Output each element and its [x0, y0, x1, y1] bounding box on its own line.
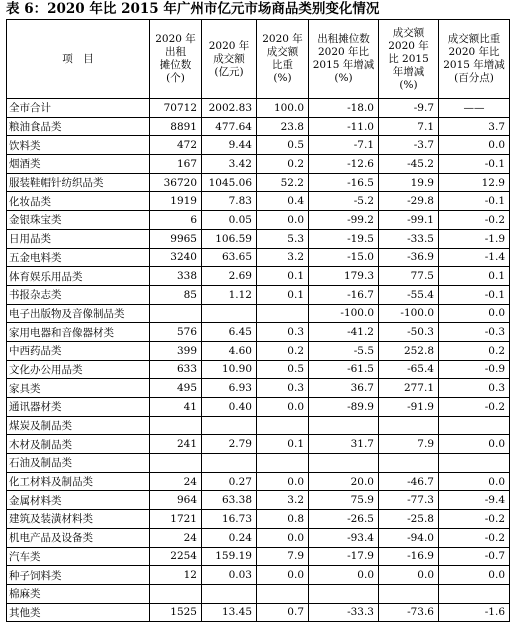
value-cell: -50.3 — [379, 323, 439, 342]
value-cell: -36.9 — [379, 248, 439, 267]
value-cell: -11.0 — [309, 117, 379, 136]
value-cell: 477.64 — [202, 117, 257, 136]
value-cell: -0.1 — [439, 285, 510, 304]
value-cell: -0.2 — [439, 510, 510, 529]
value-cell: 0.0 — [439, 136, 510, 155]
value-cell: 0.0 — [257, 211, 309, 230]
column-header-line: 2020 年 — [208, 39, 250, 52]
table-row — [7, 248, 510, 267]
value-cell: 633 — [150, 360, 202, 379]
table-row — [7, 454, 510, 473]
value-cell: 24 — [150, 472, 202, 491]
table-row — [7, 341, 510, 360]
value-cell: 0.0 — [257, 566, 309, 585]
column-header — [150, 20, 202, 99]
value-cell: -100.0 — [309, 304, 379, 323]
value-cell: 36720 — [150, 173, 202, 192]
value-cell: —— — [439, 99, 510, 118]
table-row — [7, 304, 510, 323]
value-cell: 10.90 — [202, 360, 257, 379]
table-row — [7, 472, 510, 491]
value-cell — [202, 584, 257, 603]
value-cell: -73.6 — [379, 603, 439, 622]
value-cell: 576 — [150, 323, 202, 342]
value-cell: -0.1 — [439, 192, 510, 211]
value-cell — [439, 454, 510, 473]
category-name-cell: 文化办公用品类 — [7, 360, 150, 379]
value-cell — [439, 416, 510, 435]
category-name-cell: 化妆品类 — [7, 192, 150, 211]
value-cell: 0.24 — [202, 528, 257, 547]
value-cell: 277.1 — [379, 379, 439, 398]
column-header-line: 2020 年比 — [317, 46, 370, 58]
column-header-line: (亿元) — [214, 65, 244, 78]
value-cell: 0.0 — [439, 472, 510, 491]
column-header-line: 年增减 — [392, 65, 425, 78]
value-cell: 9965 — [150, 229, 202, 248]
value-cell: 20.0 — [309, 472, 379, 491]
value-cell: 167 — [150, 155, 202, 174]
value-cell: -5.2 — [309, 192, 379, 211]
value-cell: 0.40 — [202, 398, 257, 417]
value-cell: 399 — [150, 341, 202, 360]
value-cell: 0.1 — [439, 267, 510, 286]
value-cell: 3.7 — [439, 117, 510, 136]
value-cell: -41.2 — [309, 323, 379, 342]
category-name-cell: 饮料类 — [7, 136, 150, 155]
value-cell: 3.42 — [202, 155, 257, 174]
value-cell: -94.0 — [379, 528, 439, 547]
value-cell: 2.79 — [202, 435, 257, 454]
value-cell: -33.5 — [379, 229, 439, 248]
value-cell — [309, 416, 379, 435]
value-cell: 100.0 — [257, 99, 309, 118]
value-cell: -0.2 — [439, 528, 510, 547]
table-row — [7, 584, 510, 603]
value-cell: 0.05 — [202, 211, 257, 230]
value-cell: 0.0 — [309, 566, 379, 585]
value-cell: 7.9 — [257, 547, 309, 566]
value-cell: 252.8 — [379, 341, 439, 360]
value-cell: 16.73 — [202, 510, 257, 529]
value-cell: 0.03 — [202, 566, 257, 585]
value-cell: 0.0 — [439, 566, 510, 585]
column-header-line: 2020 年 — [262, 33, 303, 45]
value-cell: -89.9 — [309, 398, 379, 417]
value-cell: 0.7 — [257, 603, 309, 622]
value-cell: -99.1 — [379, 211, 439, 230]
column-header-line: 2015 年增减 — [443, 59, 505, 71]
value-cell: 8891 — [150, 117, 202, 136]
value-cell: 12.9 — [439, 173, 510, 192]
value-cell — [379, 454, 439, 473]
value-cell: 0.1 — [257, 267, 309, 286]
category-name-cell: 其他类 — [7, 603, 150, 622]
value-cell: -61.5 — [309, 360, 379, 379]
value-cell: -9.7 — [379, 99, 439, 118]
table-row — [7, 99, 510, 118]
category-name-cell: 烟酒类 — [7, 155, 150, 174]
column-header — [309, 20, 379, 99]
value-cell: 63.65 — [202, 248, 257, 267]
value-cell: 495 — [150, 379, 202, 398]
category-name-cell: 服装鞋帽针纺织品类 — [7, 173, 150, 192]
category-name-cell: 建筑及装潢材料类 — [7, 510, 150, 529]
value-cell: 3.2 — [257, 248, 309, 267]
column-header-line: 比重 — [272, 59, 293, 71]
value-cell — [379, 416, 439, 435]
value-cell: 36.7 — [309, 379, 379, 398]
value-cell: 23.8 — [257, 117, 309, 136]
value-cell: -9.4 — [439, 491, 510, 510]
value-cell: 0.4 — [257, 192, 309, 211]
value-cell: -7.1 — [309, 136, 379, 155]
table-row — [7, 192, 510, 211]
table-row — [7, 379, 510, 398]
value-cell: -29.8 — [379, 192, 439, 211]
table-row — [7, 416, 510, 435]
category-name-cell: 金银珠宝类 — [7, 211, 150, 230]
value-cell: 0.0 — [379, 566, 439, 585]
column-header — [379, 20, 439, 99]
value-cell: 75.9 — [309, 491, 379, 510]
table-row — [7, 566, 510, 585]
category-name-cell: 煤炭及制品类 — [7, 416, 150, 435]
value-cell: 159.19 — [202, 547, 257, 566]
value-cell: 0.0 — [439, 304, 510, 323]
category-name-cell: 通讯器材类 — [7, 398, 150, 417]
value-cell: 106.59 — [202, 229, 257, 248]
category-name-cell: 汽车类 — [7, 547, 150, 566]
value-cell: 0.0 — [439, 435, 510, 454]
value-cell: -15.0 — [309, 248, 379, 267]
table-row — [7, 229, 510, 248]
category-name-cell: 书报杂志类 — [7, 285, 150, 304]
value-cell: 13.45 — [202, 603, 257, 622]
table-row — [7, 435, 510, 454]
value-cell: 7.1 — [379, 117, 439, 136]
value-cell: -0.3 — [439, 323, 510, 342]
table-row — [7, 267, 510, 286]
value-cell — [439, 584, 510, 603]
value-cell: -1.9 — [439, 229, 510, 248]
table-row — [7, 528, 510, 547]
category-name-cell: 木材及制品类 — [7, 435, 150, 454]
value-cell: 0.0 — [257, 398, 309, 417]
value-cell: -33.3 — [309, 603, 379, 622]
value-cell: 7.83 — [202, 192, 257, 211]
value-cell: -0.7 — [439, 547, 510, 566]
value-cell: 12 — [150, 566, 202, 585]
value-cell: -0.2 — [439, 211, 510, 230]
value-cell: 2254 — [150, 547, 202, 566]
value-cell: 0.0 — [257, 472, 309, 491]
value-cell: 0.3 — [439, 379, 510, 398]
category-name-cell: 化工材料及制品类 — [7, 472, 150, 491]
value-cell: -19.5 — [309, 229, 379, 248]
category-name-cell: 日用品类 — [7, 229, 150, 248]
value-cell: -77.3 — [379, 491, 439, 510]
value-cell: -17.9 — [309, 547, 379, 566]
value-cell: 19.9 — [379, 173, 439, 192]
value-cell: -0.9 — [439, 360, 510, 379]
column-header — [7, 20, 150, 99]
table-header-row — [7, 20, 510, 99]
value-cell: 1721 — [150, 510, 202, 529]
category-name-cell: 家具类 — [7, 379, 150, 398]
value-cell: 85 — [150, 285, 202, 304]
value-cell: 41 — [150, 398, 202, 417]
column-header — [257, 20, 309, 99]
table-row — [7, 285, 510, 304]
value-cell: 4.60 — [202, 341, 257, 360]
value-cell: 7.9 — [379, 435, 439, 454]
value-cell: 0.27 — [202, 472, 257, 491]
value-cell: 0.5 — [257, 360, 309, 379]
column-header-line: (%) — [399, 78, 418, 91]
value-cell: 70712 — [150, 99, 202, 118]
value-cell: 6.45 — [202, 323, 257, 342]
page-title: 表 6：2020 年比 2015 年广州市亿元市场商品类别变化情况 — [6, 1, 380, 17]
column-header-line: 2020 年比 — [448, 46, 500, 58]
value-cell: 0.2 — [257, 341, 309, 360]
category-name-cell: 中西药品类 — [7, 341, 150, 360]
value-cell: 472 — [150, 136, 202, 155]
table-row — [7, 510, 510, 529]
value-cell — [257, 416, 309, 435]
value-cell — [150, 584, 202, 603]
value-cell: 1.12 — [202, 285, 257, 304]
value-cell: -0.2 — [439, 398, 510, 417]
value-cell: -46.7 — [379, 472, 439, 491]
column-header-line: (%) — [273, 72, 292, 84]
table-row — [7, 173, 510, 192]
value-cell: 338 — [150, 267, 202, 286]
table-row — [7, 603, 510, 622]
value-cell: 2002.83 — [202, 99, 257, 118]
column-header-line: 2020 年 — [155, 33, 196, 45]
category-name-cell: 电子出版物及音像制品类 — [7, 304, 150, 323]
table-row — [7, 155, 510, 174]
column-header-line: 成交额 — [213, 52, 245, 65]
value-cell: 77.5 — [379, 267, 439, 286]
value-cell: 63.38 — [202, 491, 257, 510]
value-cell: 0.0 — [257, 528, 309, 547]
value-cell: 241 — [150, 435, 202, 454]
category-name-cell: 家用电器和音像器材类 — [7, 323, 150, 342]
value-cell — [202, 454, 257, 473]
table-row — [7, 491, 510, 510]
value-cell: -18.0 — [309, 99, 379, 118]
value-cell: -5.5 — [309, 341, 379, 360]
value-cell: -3.7 — [379, 136, 439, 155]
table-body — [7, 99, 510, 622]
value-cell — [202, 416, 257, 435]
value-cell: 31.7 — [309, 435, 379, 454]
column-header-line: 比 2015 — [388, 52, 429, 65]
value-cell — [257, 584, 309, 603]
value-cell: -93.4 — [309, 528, 379, 547]
category-name-cell: 体育娱乐用品类 — [7, 267, 150, 286]
value-cell: -0.1 — [439, 155, 510, 174]
table-row — [7, 117, 510, 136]
value-cell: 0.1 — [257, 435, 309, 454]
column-header-line: (%) — [334, 72, 353, 84]
value-cell: -91.9 — [379, 398, 439, 417]
column-header-line: 成交额 — [266, 46, 299, 58]
value-cell: 964 — [150, 491, 202, 510]
column-header-line: 成交额比重 — [447, 33, 501, 45]
value-cell — [257, 304, 309, 323]
column-header-line: 成交额 — [392, 26, 425, 39]
category-name-cell: 石油及制品类 — [7, 454, 150, 473]
value-cell: 5.3 — [257, 229, 309, 248]
category-name-cell: 粮油食品类 — [7, 117, 150, 136]
value-cell — [150, 304, 202, 323]
category-name-cell: 金属材料类 — [7, 491, 150, 510]
value-cell: -65.4 — [379, 360, 439, 379]
value-cell: -26.5 — [309, 510, 379, 529]
table-row — [7, 136, 510, 155]
value-cell: 3240 — [150, 248, 202, 267]
value-cell — [379, 584, 439, 603]
value-cell: 179.3 — [309, 267, 379, 286]
column-header-line: (百分点) — [454, 72, 494, 84]
column-header-line: 出租 — [165, 46, 186, 58]
category-name-cell: 棉麻类 — [7, 584, 150, 603]
value-cell: 6 — [150, 211, 202, 230]
value-cell: 1919 — [150, 192, 202, 211]
value-cell: -16.9 — [379, 547, 439, 566]
column-header — [202, 20, 257, 99]
table-row — [7, 398, 510, 417]
value-cell — [150, 416, 202, 435]
value-cell: -25.8 — [379, 510, 439, 529]
value-cell: 0.2 — [439, 341, 510, 360]
category-name-cell: 种子饲料类 — [7, 566, 150, 585]
value-cell: 0.3 — [257, 323, 309, 342]
value-cell: 1525 — [150, 603, 202, 622]
value-cell — [202, 304, 257, 323]
column-header-line: 2020 年 — [388, 39, 429, 52]
value-cell: -100.0 — [379, 304, 439, 323]
value-cell: 0.2 — [257, 155, 309, 174]
category-name-cell: 全市合计 — [7, 99, 150, 118]
value-cell: 0.5 — [257, 136, 309, 155]
column-header-line: 出租摊位数 — [317, 33, 370, 45]
value-cell: 3.2 — [257, 491, 309, 510]
column-header-line: (个) — [166, 72, 185, 84]
value-cell — [309, 584, 379, 603]
value-cell: 0.1 — [257, 285, 309, 304]
value-cell: -45.2 — [379, 155, 439, 174]
category-name-cell: 五金电料类 — [7, 248, 150, 267]
value-cell: 9.44 — [202, 136, 257, 155]
value-cell: 2.69 — [202, 267, 257, 286]
column-header-line: 摊位数 — [159, 59, 192, 71]
value-cell: -1.4 — [439, 248, 510, 267]
table-row — [7, 360, 510, 379]
value-cell: 0.8 — [257, 510, 309, 529]
value-cell: 6.93 — [202, 379, 257, 398]
value-cell: -16.7 — [309, 285, 379, 304]
table-row — [7, 323, 510, 342]
column-header — [439, 20, 510, 99]
value-cell — [257, 454, 309, 473]
column-header-line: 项 目 — [62, 52, 94, 65]
value-cell — [150, 454, 202, 473]
value-cell: 0.3 — [257, 379, 309, 398]
category-name-cell: 机电产品及设备类 — [7, 528, 150, 547]
category-change-table — [6, 19, 510, 622]
value-cell: 52.2 — [257, 173, 309, 192]
value-cell: 1045.06 — [202, 173, 257, 192]
table-row — [7, 211, 510, 230]
value-cell: -55.4 — [379, 285, 439, 304]
value-cell: -1.6 — [439, 603, 510, 622]
value-cell: -16.5 — [309, 173, 379, 192]
value-cell: 24 — [150, 528, 202, 547]
table-row — [7, 547, 510, 566]
value-cell: -99.2 — [309, 211, 379, 230]
value-cell: -12.6 — [309, 155, 379, 174]
value-cell — [309, 454, 379, 473]
column-header-line: 2015 年增减 — [312, 59, 375, 71]
